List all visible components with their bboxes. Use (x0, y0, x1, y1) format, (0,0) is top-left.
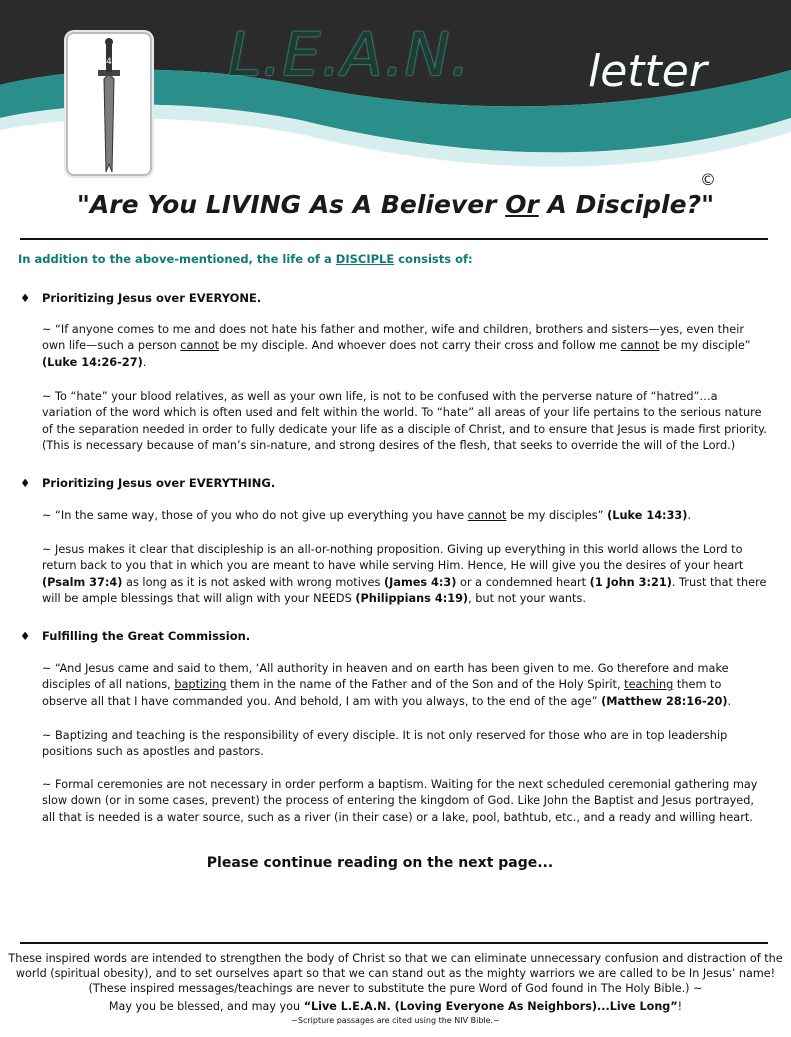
logo (66, 32, 152, 176)
footer-text (8, 951, 783, 1014)
app-title: L.E.A.N. (228, 20, 471, 90)
footer-citation-note: ~Scripture passages are cited using the NIV Bible.~ (291, 1016, 500, 1025)
divider-bottom (20, 942, 768, 944)
copyright-symbol: © (700, 170, 716, 189)
section-1-quote: ~ “If anyone comes to me and does not hate his father and mother, wife and children, brothers and sisters—yes, even their own life—such a person cannot be my disciple. And whoever does not carry their cross and follow me cannot be my disciple” (Luke 14:26-27). (42, 323, 751, 369)
section-1-commentary: ~ To “hate” your blood relatives, as well as your own life, is not to be confused with the perverse nature of “hatred”…a variation of the word which is often used and felt within the world. To “hate” all areas of your life pertains to the serious nature of the separation needed in order to fully dedicate your life as a disciple of Christ, and to ensure that Jesus is made first priority. (This is necessary because of man’s sin-nature, and strong desires of the flesh, that seeks to override the will of the Lord.) (42, 390, 767, 453)
header-banner (0, 0, 791, 245)
section-heading-1: ♦ Prioritizing Jesus over EVERYONE. (20, 291, 262, 305)
section-heading-3: ♦ Fulfilling the Great Commission. (20, 629, 251, 643)
footer-line-1: These inspired words are intended to strengthen the body of Christ so that we can eliminate unnecessary confusion and distraction of the world (spiritual obesity), and to set ourselves apart so that we can stand out as the mighty warriors we are called to be In Jesus’ name! (8, 952, 783, 980)
section-2-commentary: ~ Jesus makes it clear that discipleship is an all-or-nothing proposition. Giving up everything in this world allows the Lord to return back to you that in which you are meant to have while serving Him. Hence, He will give you the desires of your heart (Psalm 37:4) as long as it is not asked with wrong motives (James 4:3) or a condemned heart (1 John 3:21). Trust that there will be ample blessings that will align with your NEEDS (Philippians 4:19), but not your wants. (42, 543, 767, 606)
footer-line-2: (These inspired messages/teachings are never to substitute the pure Word of God found in The Holy Bible.) ~ (88, 982, 703, 995)
section-3-commentary-1: ~ Baptizing and teaching is the responsibility of every disciple. It is not only reserved for those who are in top leadership positions such as apostles and pastors. (42, 729, 728, 759)
section-3-quote: ~ “And Jesus came and said to them, ‘All authority in heaven and on earth has been given to me. Go therefore and make disciples of all nations, baptizing them in the name of the Father and of the Son and of the Holy Spirit, teaching them to observe all that I have commanded you. And behold, I am with you always, to the end of the age” (Matthew 28:16-20). (42, 662, 732, 708)
continue-notice: Please continue reading on the next page... (206, 855, 554, 871)
divider-top (20, 238, 768, 240)
footer-blessing: May you be blessed, and may you “Live L.E.A.N. (Loving Everyone As Neighbors)...Live Long”! (108, 1000, 683, 1013)
section-heading-2: ♦ Prioritizing Jesus over EVERYTHING. (20, 476, 276, 490)
svg-text:4: 4 (106, 57, 112, 67)
section-2-quote: ~ “In the same way, those of you who do not give up everything you have cannot be my disciples” (Luke 14:33). (42, 509, 692, 522)
section-3-commentary-2: ~ Formal ceremonies are not necessary in order perform a baptism. Waiting for the next scheduled ceremonial gathering may slow down (or in some cases, prevent) the process of entering the kingdom of God. Like John the Baptist and Jesus portrayed, all that is needed is a water source, such as a river (in their case) or a lake, pool, bathtub, etc., and a ready and willing heart. (42, 778, 758, 824)
page-title: "Are You LIVING As A Believer Or A Disciple?" (76, 190, 715, 219)
app-title-suffix: letter (588, 46, 707, 97)
intro-line: In addition to the above-mentioned, the life of a DISCIPLE consists of: (18, 252, 473, 266)
sword-icon (68, 34, 150, 174)
